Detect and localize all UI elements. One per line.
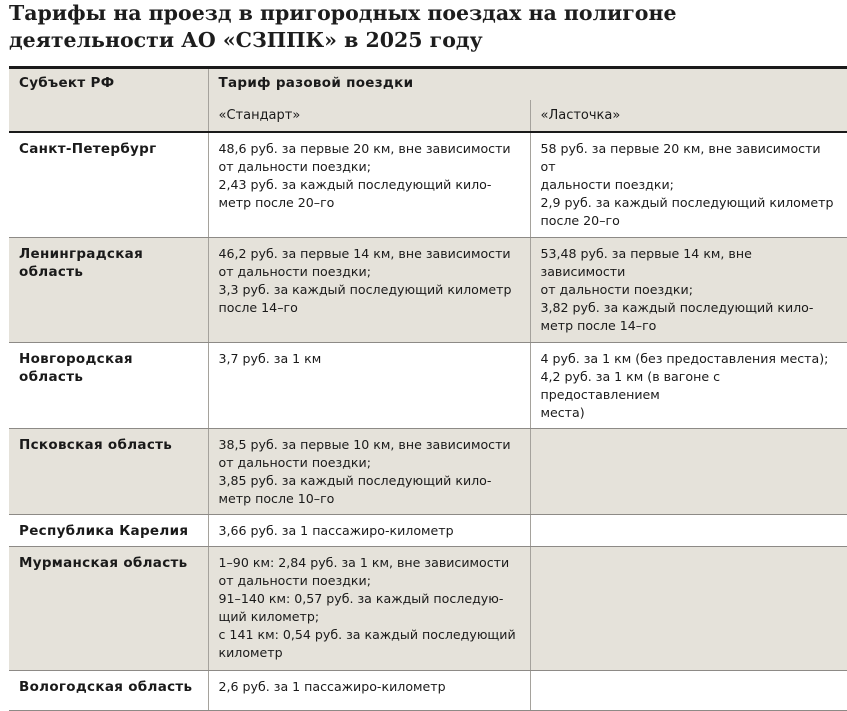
- cell-standard-line: щий километр;: [218, 608, 320, 624]
- cell-standard-line: 2,6 руб. за 1 пассажиро-километр: [218, 678, 446, 694]
- cell-lastochka-line: места): [540, 404, 585, 420]
- cell-lastochka-line: 53,48 руб. за первые 14 км, вне зависимости: [540, 245, 752, 279]
- cell-standard: [208, 237, 530, 342]
- cell-standard-line: 38,5 руб. за первые 10 км, вне зависимости: [218, 436, 511, 452]
- cell-standard-line: 2,43 руб. за каждый последующий кило-: [218, 177, 492, 192]
- cell-standard-line: 3,7 руб. за 1 км: [218, 350, 322, 366]
- cell-standard-line: километр: [218, 644, 283, 660]
- cell-lastochka-line: 2,9 руб. за каждый последующий километр: [540, 195, 834, 210]
- cell-lastochka: [530, 670, 847, 710]
- cell-lastochka-line: после 20–го: [540, 213, 620, 228]
- cell-subject-line: Вологодская область: [19, 678, 193, 695]
- cell-lastochka-line: 3,82 руб. за каждый последующий кило-: [540, 299, 814, 315]
- header-row: [9, 68, 847, 101]
- table-row: [9, 237, 847, 342]
- cell-subject: [9, 670, 208, 710]
- cell-lastochka: [530, 546, 847, 670]
- cell-subject-line: Санкт-Петербург: [19, 141, 157, 157]
- cell-lastochka: [530, 514, 847, 546]
- table-row: [9, 670, 847, 710]
- cell-standard-line: 1–90 км: 2,84 руб. за 1 км, вне зависимости: [218, 554, 510, 570]
- cell-lastochka: [530, 428, 847, 514]
- cell-lastochka-line: метр после 14–го: [540, 317, 657, 333]
- cell-subject-line: Псковская область: [19, 436, 173, 453]
- title-line-2: деятельности АО «СЗППК» в 2025 году: [9, 28, 483, 52]
- cell-subject-line: Новгородская: [19, 350, 133, 367]
- title-line-1: Тарифы на проезд в пригородных поездах на полигоне: [9, 1, 677, 25]
- cell-standard-line: 3,66 руб. за 1 пассажиро-километр: [218, 522, 454, 538]
- cell-lastochka-line: 58 руб. за первые 20 км, вне зависимости от: [540, 141, 821, 174]
- cell-subject-line: Мурманская область: [19, 554, 188, 571]
- cell-standard: [208, 342, 530, 428]
- cell-standard: [208, 132, 530, 237]
- cell-lastochka: [530, 132, 847, 237]
- cell-standard-line: 3,3 руб. за каждый последующий километр: [218, 281, 512, 297]
- table-row: [9, 514, 847, 546]
- cell-subject-line: Ленинградская: [19, 245, 144, 262]
- cell-lastochka: [530, 342, 847, 428]
- cell-standard-line: метр после 10–го: [218, 490, 335, 506]
- cell-standard-line: 48,6 руб. за первые 20 км, вне зависимости: [218, 141, 511, 156]
- cell-subject: [9, 237, 208, 342]
- header-subject: Субъект РФ: [9, 68, 208, 101]
- cell-standard-line: с 141 км: 0,54 руб. за каждый последующий: [218, 626, 516, 642]
- table-row: [9, 546, 847, 670]
- cell-subject-line: область: [19, 368, 84, 385]
- cell-standard: [208, 514, 530, 546]
- cell-lastochka-line: 4,2 руб. за 1 км (в вагоне с предоставлением: [540, 368, 721, 402]
- cell-subject-line: область: [19, 263, 84, 280]
- cell-standard-line: от дальности поездки;: [218, 263, 371, 279]
- table-row: [9, 428, 847, 514]
- header-lastochka: «Ласточка»: [530, 100, 847, 132]
- cell-standard: [208, 546, 530, 670]
- cell-subject: [9, 514, 208, 546]
- cell-subject: [9, 132, 208, 237]
- header-tariff: Тариф разовой поездки: [208, 68, 847, 101]
- table-body: [9, 132, 847, 710]
- cell-standard-line: от дальности поездки;: [218, 572, 371, 588]
- cell-lastochka-line: 4 руб. за 1 км (без предоставления места);: [540, 350, 829, 366]
- cell-standard-line: 3,85 руб. за каждый последующий кило-: [218, 472, 492, 488]
- cell-standard: [208, 670, 530, 710]
- page-title: [9, 0, 839, 54]
- cell-standard-line: 91–140 км: 0,57 руб. за каждый последую-: [218, 590, 504, 606]
- cell-standard-line: от дальности поездки;: [218, 454, 371, 470]
- cell-lastochka-line: от дальности поездки;: [540, 281, 693, 297]
- tariff-table: [9, 66, 847, 711]
- cell-standard-line: после 14–го: [218, 299, 298, 315]
- cell-subject: [9, 342, 208, 428]
- header-standard: «Стандарт»: [208, 100, 530, 132]
- cell-standard-line: 46,2 руб. за первые 14 км, вне зависимости: [218, 245, 511, 261]
- cell-subject: [9, 428, 208, 514]
- cell-lastochka: [530, 237, 847, 342]
- cell-subject-line: Республика Карелия: [19, 522, 189, 539]
- subheader-empty: [9, 100, 208, 132]
- table-row: [9, 342, 847, 428]
- table-row: [9, 132, 847, 237]
- subheader-row: [9, 100, 847, 132]
- cell-lastochka-line: дальности поездки;: [540, 177, 674, 192]
- cell-subject: [9, 546, 208, 670]
- cell-standard-line: метр после 20–го: [218, 195, 335, 210]
- cell-standard-line: от дальности поездки;: [218, 159, 371, 174]
- cell-standard: [208, 428, 530, 514]
